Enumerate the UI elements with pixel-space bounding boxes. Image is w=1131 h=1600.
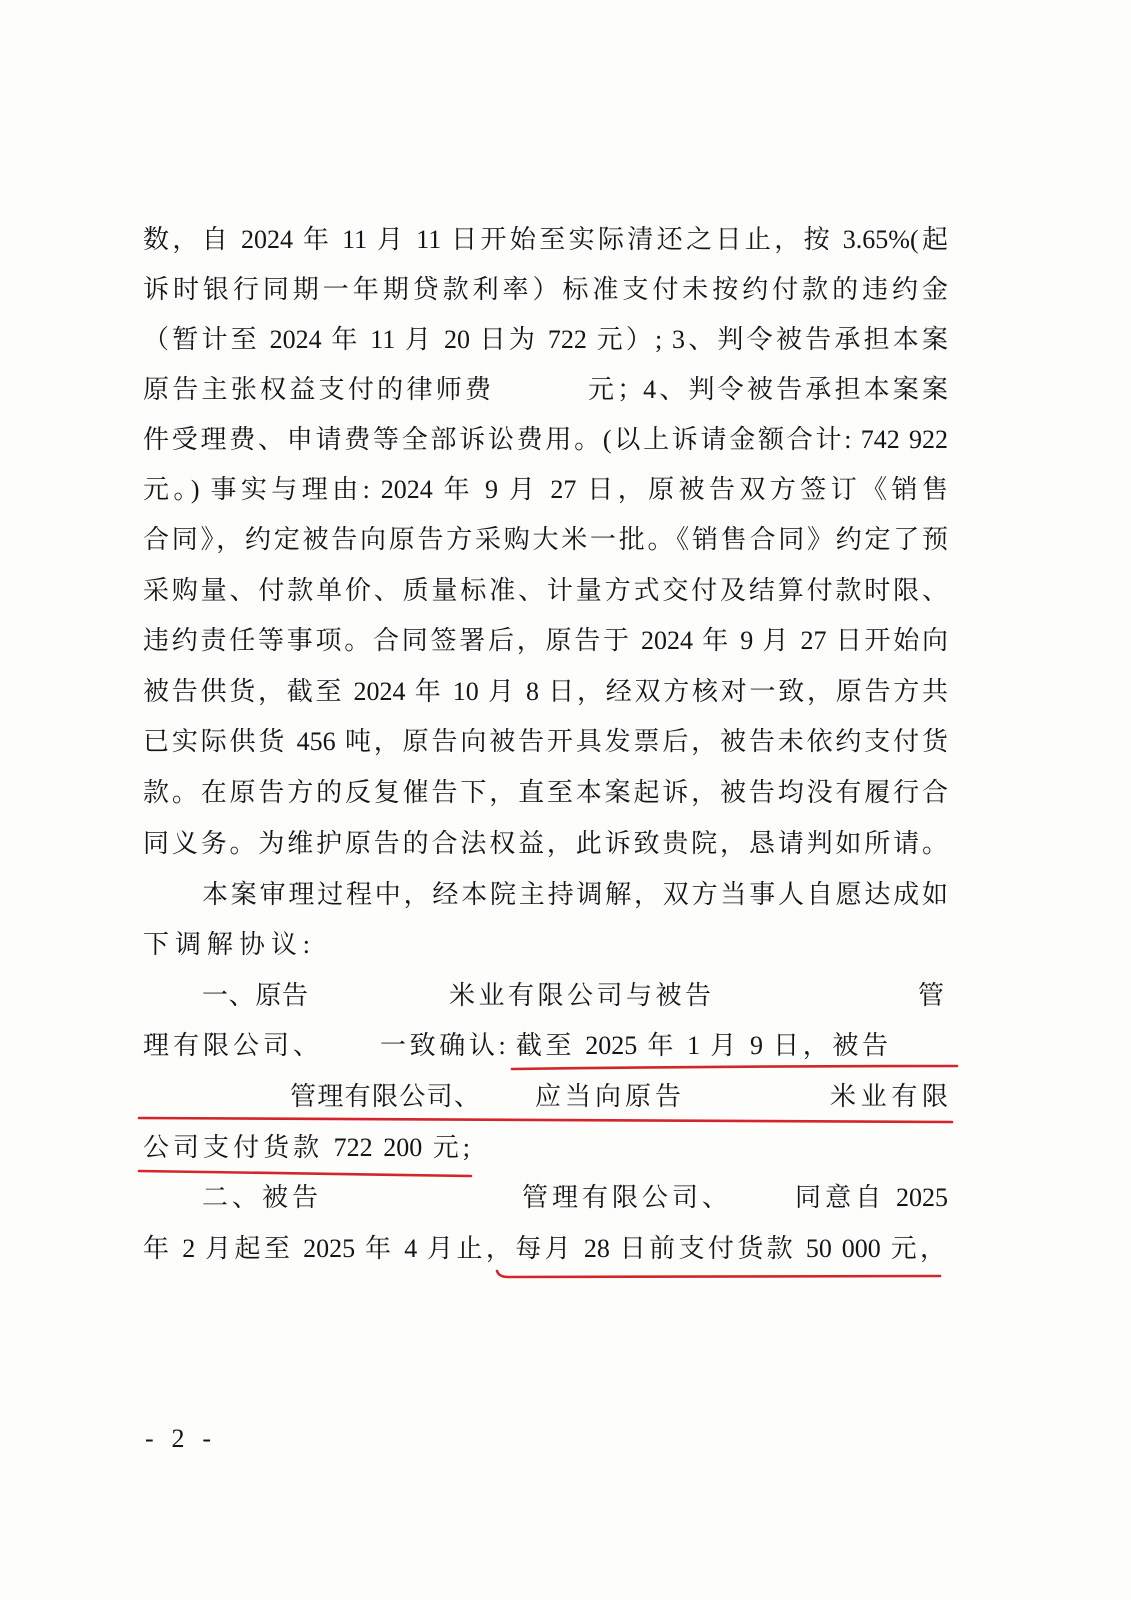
text-segment: 同义务。为维护原告的合法权益，此诉致贵院，恳请判如所请。 xyxy=(143,829,948,858)
text-line xyxy=(0,1224,1131,1274)
text-line xyxy=(0,415,1131,465)
text-segment: 已实际供货 456 吨，原告向被告开具发票后，被告未依约支付货 xyxy=(143,727,948,756)
text-line xyxy=(0,768,1131,818)
text-segment: 管理有限公司、 xyxy=(290,1082,480,1111)
text-line xyxy=(0,315,1131,365)
text-segment: 管 xyxy=(918,981,945,1010)
text-segment: 违约责任等事项。合同签署后，原告于 2024 年 9 月 27 日开始向 xyxy=(143,626,948,655)
text-line xyxy=(0,465,1131,515)
text-line xyxy=(0,870,1131,920)
text-line xyxy=(0,215,1131,265)
text-segment: 诉时银行同期一年期贷款利率）标准支付未按约付款的违约金 xyxy=(143,275,948,304)
text-segment: 本案审理过程中，经本院主持调解，双方当事人自愿达成如 xyxy=(202,880,948,909)
text-line xyxy=(0,265,1131,315)
text-line xyxy=(0,1072,1131,1122)
page-footer xyxy=(0,1414,1131,1464)
text-line xyxy=(0,920,1131,970)
text-segment: 二、被告 xyxy=(202,1183,318,1212)
text-segment: 被告供货，截至 2024 年 10 月 8 日，经双方核对一致，原告方共 xyxy=(143,677,948,706)
text-line xyxy=(0,971,1131,1021)
text-segment: 采购量、付款单价、质量标准、计量方式交付及结算付款时限、 xyxy=(143,576,948,605)
text-segment: 年 2 月起至 2025 年 4 月止，每月 28 日前支付货款 50 000 元， xyxy=(143,1234,946,1263)
text-line xyxy=(0,365,1131,415)
text-segment: 理有限公司、 xyxy=(143,1031,319,1060)
text-line xyxy=(0,515,1131,565)
text-line xyxy=(0,717,1131,767)
text-line xyxy=(0,1173,1131,1223)
text-segment: 数，自 2024 年 11 月 11 日开始至实际清还之日止，按 3.65%(起 xyxy=(143,225,948,254)
text-segment: 米业有限公司与被告 xyxy=(449,981,711,1010)
text-segment: 一、原告 xyxy=(202,981,308,1010)
text-segment: 元。) 事实与理由: 2024 年 9 月 27 日，原被告双方签订《销售 xyxy=(143,475,948,504)
text-line xyxy=(0,1123,1131,1173)
text-segment: 原告主张权益支付的律师费 xyxy=(143,375,491,404)
text-segment: 管理有限公司、 xyxy=(522,1183,728,1212)
text-segment: 件受理费、申请费等全部诉讼费用。(以上诉请金额合计: 742 922 xyxy=(143,425,948,454)
text-segment: （暂计至 2024 年 11 月 20 日为 722 元）; 3、判令被告承担本案 xyxy=(143,325,948,354)
text-segment: 应当向原告 xyxy=(535,1082,681,1111)
text-line xyxy=(0,819,1131,869)
text-segment: 公司支付货款 722 200 元; xyxy=(143,1133,470,1162)
text-line xyxy=(0,616,1131,666)
page-number: - 2 - xyxy=(145,1424,211,1453)
text-segment: 款。在原告方的反复催告下，直至本案起诉，被告均没有履行合 xyxy=(143,778,948,807)
text-line xyxy=(0,1021,1131,1071)
text-segment: 合同》，约定被告向原告方采购大米一批。《销售合同》约定了预 xyxy=(143,525,948,554)
text-segment: 米业有限 xyxy=(830,1082,948,1111)
text-segment: 下调解协议: xyxy=(143,930,310,959)
text-line xyxy=(0,566,1131,616)
text-line xyxy=(0,667,1131,717)
text-segment: 元；4、判令被告承担本案案 xyxy=(588,375,948,404)
text-segment: 一致确认: 截至 2025 年 1 月 9 日，被告 xyxy=(380,1031,888,1060)
text-segment: 同意自 2025 xyxy=(795,1183,948,1212)
